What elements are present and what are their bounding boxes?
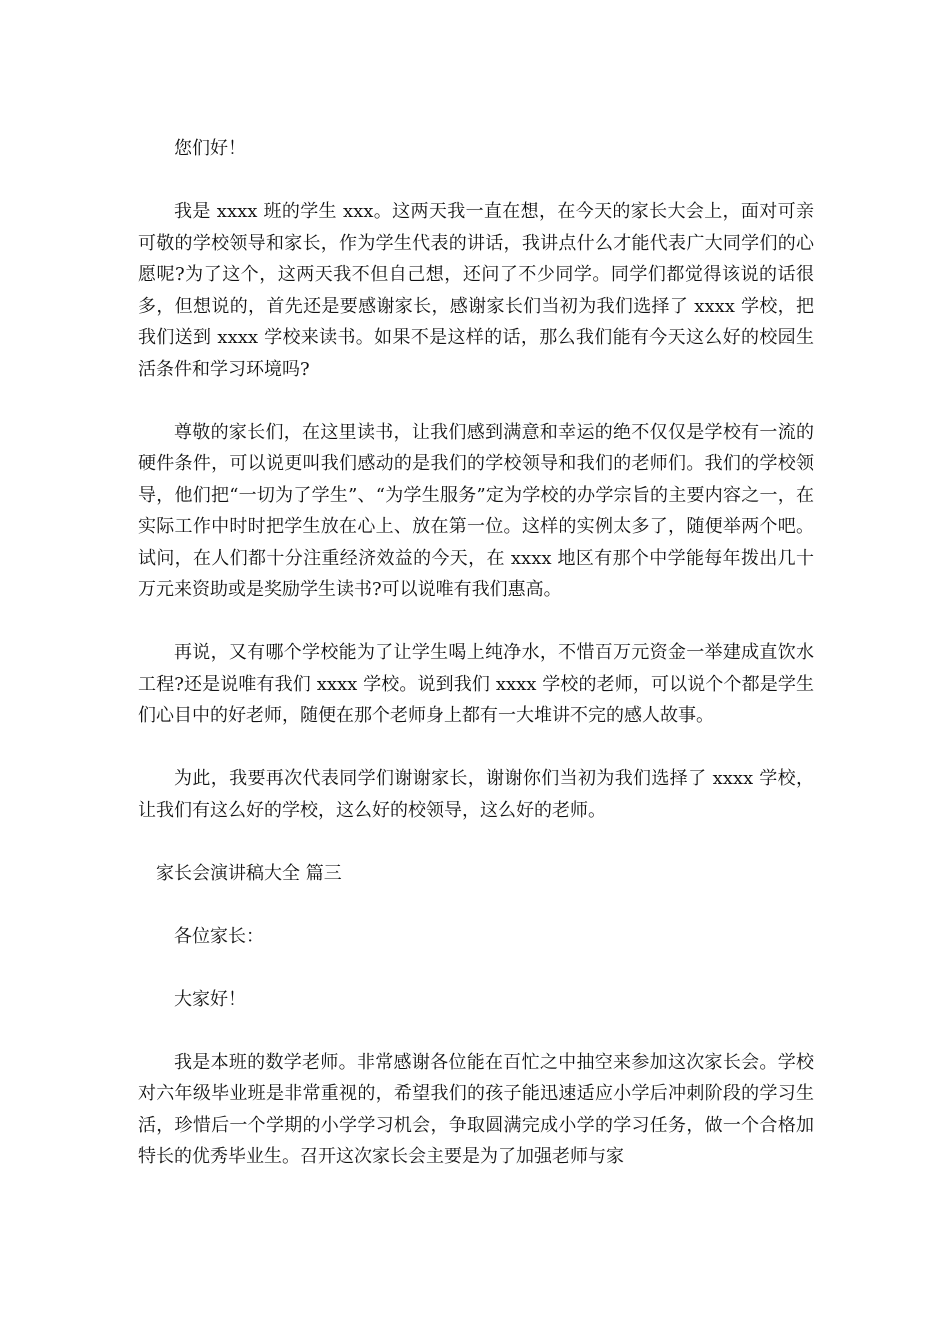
greeting-line: 您们好！ [174,138,246,159]
paragraph: 我是 xxxx 班的学生 xxx。这两天我一直在想，在今天的家长大会上，面对可亲可敬的学校领导和家长，作为学生代表的讲话，我讲点什么才能代表广大同学们的心愿呢?为了这个，这两天我不但自己想，还问了不少同学。同学们都觉得该说的话很多，但想说的，首先还是要感谢家长，感谢家长们当初为我们选择了 xxxx 学校，把我们送到 xxxx 学校来读书。如果不是这样的话，那么我们能有今天这么好的校园生活条件和学习环境吗? [138,201,814,380]
salutation-line: 各位家长： [174,925,264,947]
section-heading: 家长会演讲稿大全 篇三 [156,862,342,884]
paragraph: 尊敬的家长们，在这里读书，让我们感到满意和幸运的绝不仅仅是学校有一流的硬件条件，可以说更叫我们感动的是我们的学校领导和我们的老师们。我们的学校领导，他们把“一切为了学生”、“为学生服务”定为学校的办学宗旨的主要内容之一，在实际工作中时时把学生放在心上、放在第一位。这样的实例太多了，随便举两个吧。试问，在人们都十分注重经济效益的今天，在 xxxx 地区有那个中学能每年拨出几十万元来资助或是奖励学生读书?可以说唯有我们惠高。 [138,421,814,600]
paragraph: 再说，又有哪个学校能为了让学生喝上纯净水，不惜百万元资金一举建成直饮水工程?还是说唯有我们 xxxx 学校。说到我们 xxxx 学校的老师，可以说个个都是学生们心目中的好老师，随便在那个老师身上都有一大堆讲不完的感人故事。 [138,642,814,726]
paragraph: 我是本班的数学老师。非常感谢各位能在百忙之中抽空来参加这次家长会。学校对六年级毕业班是非常重视的，希望我们的孩子能迅速适应小学后冲刺阶段的学习生活，珍惜后一个学期的小学学习机会，争取圆满完成小学的学习任务，做一个合格加特长的优秀毕业生。召开这次家长会主要是为了加强老师与家 [138,1051,814,1167]
document-body [138,133,814,1204]
paragraph: 为此，我要再次代表同学们谢谢家长，谢谢你们当初为我们选择了 xxxx 学校，让我们有这么好的学校，这么好的校领导，这么好的老师。 [138,768,814,821]
greeting-line: 大家好！ [174,988,246,1010]
